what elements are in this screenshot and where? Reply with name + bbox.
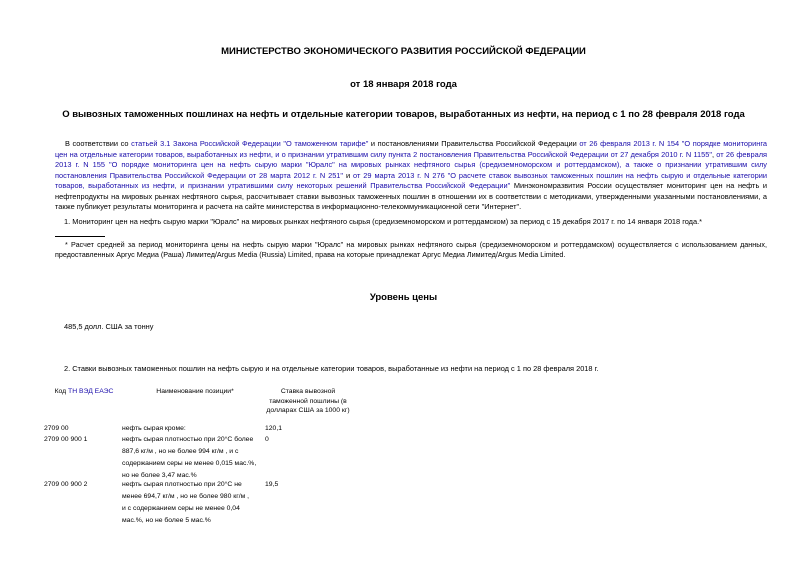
document-date: от 18 января 2018 года xyxy=(350,79,457,90)
table-header-rate: Ставка вывозной таможенной пошлины (в долларах США за 1000 кг) xyxy=(266,388,350,415)
law-link[interactable]: статьей 3.1 Закона Российской Федерации "О таможенном тарифе" xyxy=(131,139,369,148)
preamble-text-2: и постановлениями Правительства Российской Федерации xyxy=(368,139,580,148)
footnote-divider xyxy=(55,236,105,237)
preamble-text-4: и xyxy=(343,170,354,180)
table-header-code-prefix: Код xyxy=(54,388,69,395)
table-row-2-code: 2709 00 900 1 xyxy=(44,436,88,443)
preamble-text-1: В соответствии со xyxy=(65,139,132,148)
preamble-text-5: Минэкономразвития России осуществляет мониторинг цен на нефть и нефтепродукты на мировых рынках нефтяного сырья, рассчитывает ставки вывозных таможенных пошлин в отношении их в соответствии с методиками, утвержденными указанными постановлениями, а также публикует результаты мониторинга и расчета на сайте министерства в информационно-телекоммуникационной сети "Интернет". xyxy=(55,181,767,212)
document-title: О вывозных таможенных пошлинах на нефть и отдельные категории товаров, выработанных из нефти, на период с 1 по 28 февраля 2018 года xyxy=(62,109,745,120)
table-row-3-rate: 19,5 xyxy=(265,481,279,488)
tn-ved-link[interactable]: ТН ВЭД ЕАЭС xyxy=(68,388,114,395)
table-row-2-rate: 0 xyxy=(265,436,269,443)
ministry-heading: МИНИСТЕРСТВО ЭКОНОМИЧЕСКОГО РАЗВИТИЯ РОССИЙСКОЙ ФЕДЕРАЦИИ xyxy=(221,46,586,57)
table-row-1-name: нефть сырая кроме: xyxy=(122,425,186,432)
footnote: * Расчет средней за период мониторинга цены на нефть сырую марки "Юралс" на мировых рынках нефтяного сырья (средиземноморском и роттердамском) осуществляется с использованием данных, предоставленных Аргус Медиа (Раша) Лимитед/Argus Media (Russia) Limited, права на которые принадлежат Аргус Медиа Лимитед/Argus Media Limited. xyxy=(55,240,767,260)
decree-155-link[interactable]: от 26 февраля 2013 г. N 155 "О порядке мониторинга цен на нефть сырую марки "Юралс" на мировых рынках нефтяного сырья (средиземноморском и роттердамском), а также о признании утратившим силу постановления Правительства Российской Федерации от 28 марта 2012 г. N 251" xyxy=(55,149,768,180)
decree-276-link[interactable]: от 29 марта 2013 г. N 276 "О расчете ставок вывозных таможенных пошлин на нефть сырую и отдельные категории товаров, выработанных из нефти, и признании утратившими силу некоторых решений Правительства Российской Федерации" xyxy=(55,170,767,191)
table-row-2-name: нефть сырая плотностью при 20°С более 887,6 кг/м , но не более 994 кг/м , и с содержанием серы не менее 0,015 мас.%, но не более 3,47 мас.% xyxy=(122,436,257,479)
price-level-heading: Уровень цены xyxy=(369,292,438,303)
table-row-1-rate: 120,1 xyxy=(265,425,283,432)
table-row-3-code: 2709 00 900 2 xyxy=(44,481,88,488)
table-row-3-name: нефть сырая плотностью при 20°С не менее 694,7 кг/м , но не более 980 кг/м , и с содержанием серы не менее 0,04 мас.%, но не более 5 мас.% xyxy=(122,481,250,524)
preamble-paragraph xyxy=(55,139,767,213)
preamble-text-3: , xyxy=(711,149,717,159)
decree-154-link[interactable]: от 26 февраля 2013 г. N 154 "О порядке мониторинга цен на отдельные категории товаров, выработанных из нефти, и о признании утратившим силу пункта 2 постановления Правительства Российской Федерации от 27 декабря 2010 г. N 1155" xyxy=(55,139,767,159)
table-row-1-code: 2709 00 xyxy=(44,425,69,432)
table-header-name: Наименование позиции* xyxy=(156,388,234,395)
rates-item: 2. Ставки вывозных таможенных пошлин на нефть сырую и на отдельные категории товаров, выработанные из нефти на период с 1 по 28 февраля 2018 г. xyxy=(64,364,599,373)
price-level-value: 485,5 долл. США за тонну xyxy=(64,322,154,331)
monitoring-item: 1. Мониторинг цен на нефть сырую марки "Юралс" на мировых рынках нефтяного сырья (средиземноморском и роттердамском) за период с 15 декабря 2017 г. по 14 января 2018 года.* xyxy=(64,217,703,226)
table-header-code xyxy=(52,387,116,397)
